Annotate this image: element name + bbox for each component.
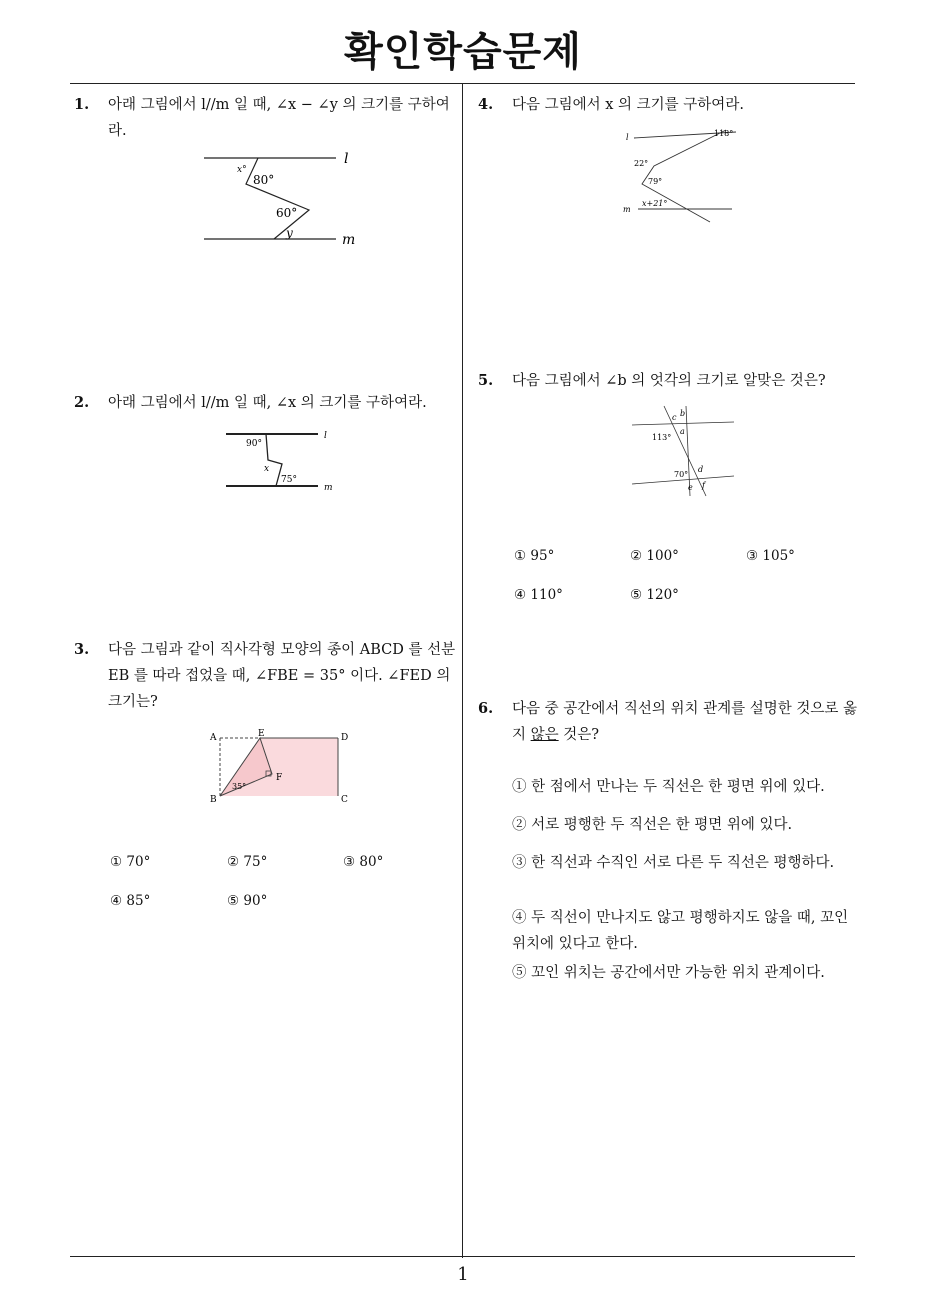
option-4[interactable]: ④ 110°	[514, 587, 563, 603]
question-6	[478, 696, 863, 748]
option-2[interactable]: ② 75°	[227, 854, 268, 870]
angle-label: 90°	[246, 439, 262, 449]
question-text: 아래 그림에서 l//m 일 때, ∠x 의 크기를 구하여라.	[108, 395, 427, 411]
option-5[interactable]: ⑤ 120°	[630, 587, 679, 603]
angle-label: 79°	[648, 177, 663, 186]
angle-label: 22°	[634, 159, 649, 168]
angle-label: 75°	[281, 475, 297, 485]
question-text: 다음 그림과 같이 직사각형 모양의 종이 ABCD 를 선분EB 를 따라 접었을 때, ∠FBE = 35° 이다. ∠FED 의 크기는?	[108, 642, 456, 710]
question-text: 다음 그림에서 x 의 크기를 구하여라.	[512, 97, 744, 113]
line-l-label: l	[344, 151, 349, 167]
angle-label: 35°	[232, 782, 247, 791]
option-6-3[interactable]: ③ 한 직선과 수직인 서로 다른 두 직선은 평행하다.	[512, 855, 835, 871]
angle-label: e	[688, 483, 693, 492]
angle-label: a	[680, 427, 685, 436]
figure-q2	[222, 424, 342, 496]
point-label: F	[276, 773, 283, 783]
angle-label: x	[264, 464, 270, 474]
question-number: 5.	[478, 372, 494, 389]
angle-label: 60°	[276, 206, 298, 220]
point-label: D	[341, 733, 349, 743]
option-3[interactable]: ③ 105°	[746, 548, 795, 564]
option-1[interactable]: ① 95°	[514, 548, 555, 564]
angle-label: 113°	[652, 433, 672, 442]
angle-label: f	[702, 481, 705, 490]
line-l-label: l	[626, 133, 629, 142]
point-label: E	[258, 729, 265, 739]
option-1[interactable]: ① 70°	[110, 854, 151, 870]
question-number: 2.	[74, 394, 90, 411]
question-text: 다음 중 공간에서 직선의 위치 관계를 설명한 것으로 옳지 않은 것은?	[512, 701, 858, 743]
angle-label: x°	[237, 165, 247, 175]
question-number: 6.	[478, 700, 494, 717]
line-m-label: m	[342, 232, 356, 248]
angle-label: b	[680, 409, 686, 418]
figure-q3	[206, 726, 356, 808]
option-3[interactable]: ③ 80°	[343, 854, 384, 870]
figure-q1	[196, 144, 366, 249]
line-m-label: m	[324, 483, 333, 493]
question-text: 아래 그림에서 l//m 일 때, ∠x − ∠y 의 크기를 구하여라.	[108, 97, 450, 139]
point-label: B	[210, 795, 217, 805]
angle-label: x+21°	[642, 199, 668, 208]
angle-label: c	[672, 413, 677, 422]
figure-q5	[628, 400, 738, 498]
column-divider	[462, 83, 463, 1258]
angle-label: 80°	[253, 173, 275, 187]
underlined-word: 않은	[530, 727, 559, 743]
page-number: 1	[457, 1264, 469, 1285]
line-m-label: m	[623, 205, 631, 214]
question-number: 4.	[478, 96, 494, 113]
point-label: A	[210, 733, 217, 743]
question-number: 3.	[74, 641, 90, 658]
point-label: C	[341, 795, 348, 805]
option-6-2[interactable]: ② 서로 평행한 두 직선은 한 평면 위에 있다.	[512, 817, 793, 833]
angle-label: 70°	[674, 470, 689, 479]
figure-q4	[620, 124, 750, 228]
question-1	[74, 92, 459, 144]
question-3	[74, 637, 459, 715]
option-6-1[interactable]: ① 한 점에서 만나는 두 직선은 한 평면 위에 있다.	[512, 779, 825, 795]
footer-rule	[70, 1256, 855, 1257]
question-number: 1.	[74, 96, 90, 113]
option-4[interactable]: ④ 85°	[110, 893, 151, 909]
question-5	[478, 368, 863, 394]
question-text: 다음 그림에서 ∠b 의 엇각의 크기로 알맞은 것은?	[512, 373, 826, 389]
angle-label: d	[698, 465, 704, 474]
angle-label: y	[286, 226, 293, 240]
option-6-5[interactable]: ⑤ 꼬인 위치는 공간에서만 가능한 위치 관계이다.	[512, 965, 825, 981]
page-title: 확인학습문제	[344, 29, 582, 75]
question-2	[74, 390, 459, 416]
option-2[interactable]: ② 100°	[630, 548, 679, 564]
line-l-label: l	[324, 431, 327, 441]
option-5[interactable]: ⑤ 90°	[227, 893, 268, 909]
angle-label: 118°	[714, 129, 734, 138]
option-6-4[interactable]: ④ 두 직선이 만나지도 않고 평행하지도 않을 때, 꼬인 위치에 있다고 한다.	[512, 910, 849, 952]
question-4	[478, 92, 863, 118]
